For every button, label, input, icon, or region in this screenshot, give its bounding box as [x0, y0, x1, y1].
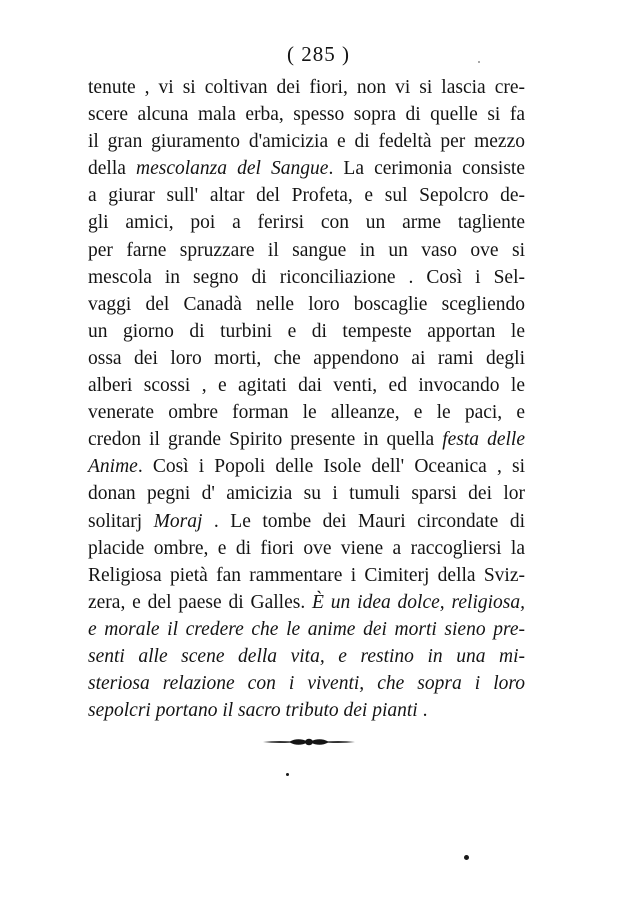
text-line: [88, 508, 525, 535]
text-line: donan pegni d' amicizia su i tumuli sparsi dei lor: [88, 483, 525, 505]
text-line: il gran giuramento d'amicizia e di fedeltà per mezzo: [88, 131, 525, 153]
line-italic-text: mescolanza del Sangue: [136, 158, 329, 180]
text-line: placide ombre, e di fiori ove viene a raccogliersi la: [88, 537, 525, 559]
text-line: [88, 670, 525, 697]
line-roman-text: della: [88, 158, 137, 180]
text-line: [88, 155, 525, 182]
text-line: scere alcuna mala erba, spesso sopra di quelle si fa: [88, 104, 525, 126]
line-roman-text: .: [417, 700, 428, 722]
line-roman-text: zera, e del paese di Galles.: [88, 591, 313, 613]
text-line: mescola in segno di riconciliazione . Così i Sel-: [88, 266, 525, 288]
text-line: a giurar sull' altar del Profeta, e sul Sepolcro de-: [88, 185, 525, 207]
line-italic-text: festa delle: [442, 429, 525, 451]
line-italic-text: e morale il credere che le anime dei morti sieno pre-: [88, 618, 525, 640]
line-roman-text: . La cerimonia consiste: [328, 158, 525, 180]
text-line: vaggi del Canadà nelle loro boscaglie scegliendo: [88, 293, 525, 315]
page-number: ( 285 ): [287, 42, 350, 66]
text-line: tenute , vi si coltivan dei fiori, non vi si lascia cre-: [88, 77, 525, 98]
line-roman-text: solitarj: [88, 510, 154, 532]
line-italic-text: steriosa relazione con i viventi, che sopra i loro: [88, 673, 525, 695]
ink-speck: [464, 855, 469, 860]
text-line: per farne spruzzare il sangue in un vaso ove si: [88, 239, 525, 261]
text-line: un giorno di turbini e di tempeste apportan le: [88, 320, 525, 342]
text-line: [88, 426, 525, 453]
text-line: [88, 453, 525, 480]
line-italic-text: È un idea dolce, religiosa,: [312, 591, 525, 613]
text-line: [88, 643, 525, 670]
text-line: venerate ombre forman le alleanze, e le paci, e: [88, 402, 525, 424]
line-roman-text: . Così i Popoli delle Isole dell' Oceanica , si: [137, 456, 525, 478]
tailpiece-ornament-icon: [262, 735, 356, 749]
text-line: gli amici, poi a ferirsi con un arme tagliente: [88, 212, 525, 234]
body-text: [88, 74, 525, 724]
line-roman-text: . Le tombe dei Mauri circondate di: [202, 510, 525, 532]
text-line: [88, 697, 525, 724]
text-line: alberi scossi , e agitati dai venti, ed invocando le: [88, 375, 525, 397]
text-line: ossa dei loro morti, che appendono ai rami degli: [88, 347, 525, 369]
line-italic-text: sepolcri portano il sacro tributo dei pianti: [88, 700, 418, 722]
text-line: Religiosa pietà fan rammentare i Cimiterj della Sviz-: [88, 564, 525, 586]
line-italic-text: Moraj: [153, 510, 203, 532]
line-italic-text: senti alle scene della vita, e restino in una mi-: [88, 645, 525, 667]
line-roman-text: credon il grande Spirito presente in quella: [88, 429, 443, 451]
text-line: [88, 589, 525, 616]
ink-speck: [286, 773, 289, 776]
text-line: [88, 616, 525, 643]
ink-speck: [478, 61, 480, 63]
line-italic-text: Anime: [88, 456, 138, 478]
